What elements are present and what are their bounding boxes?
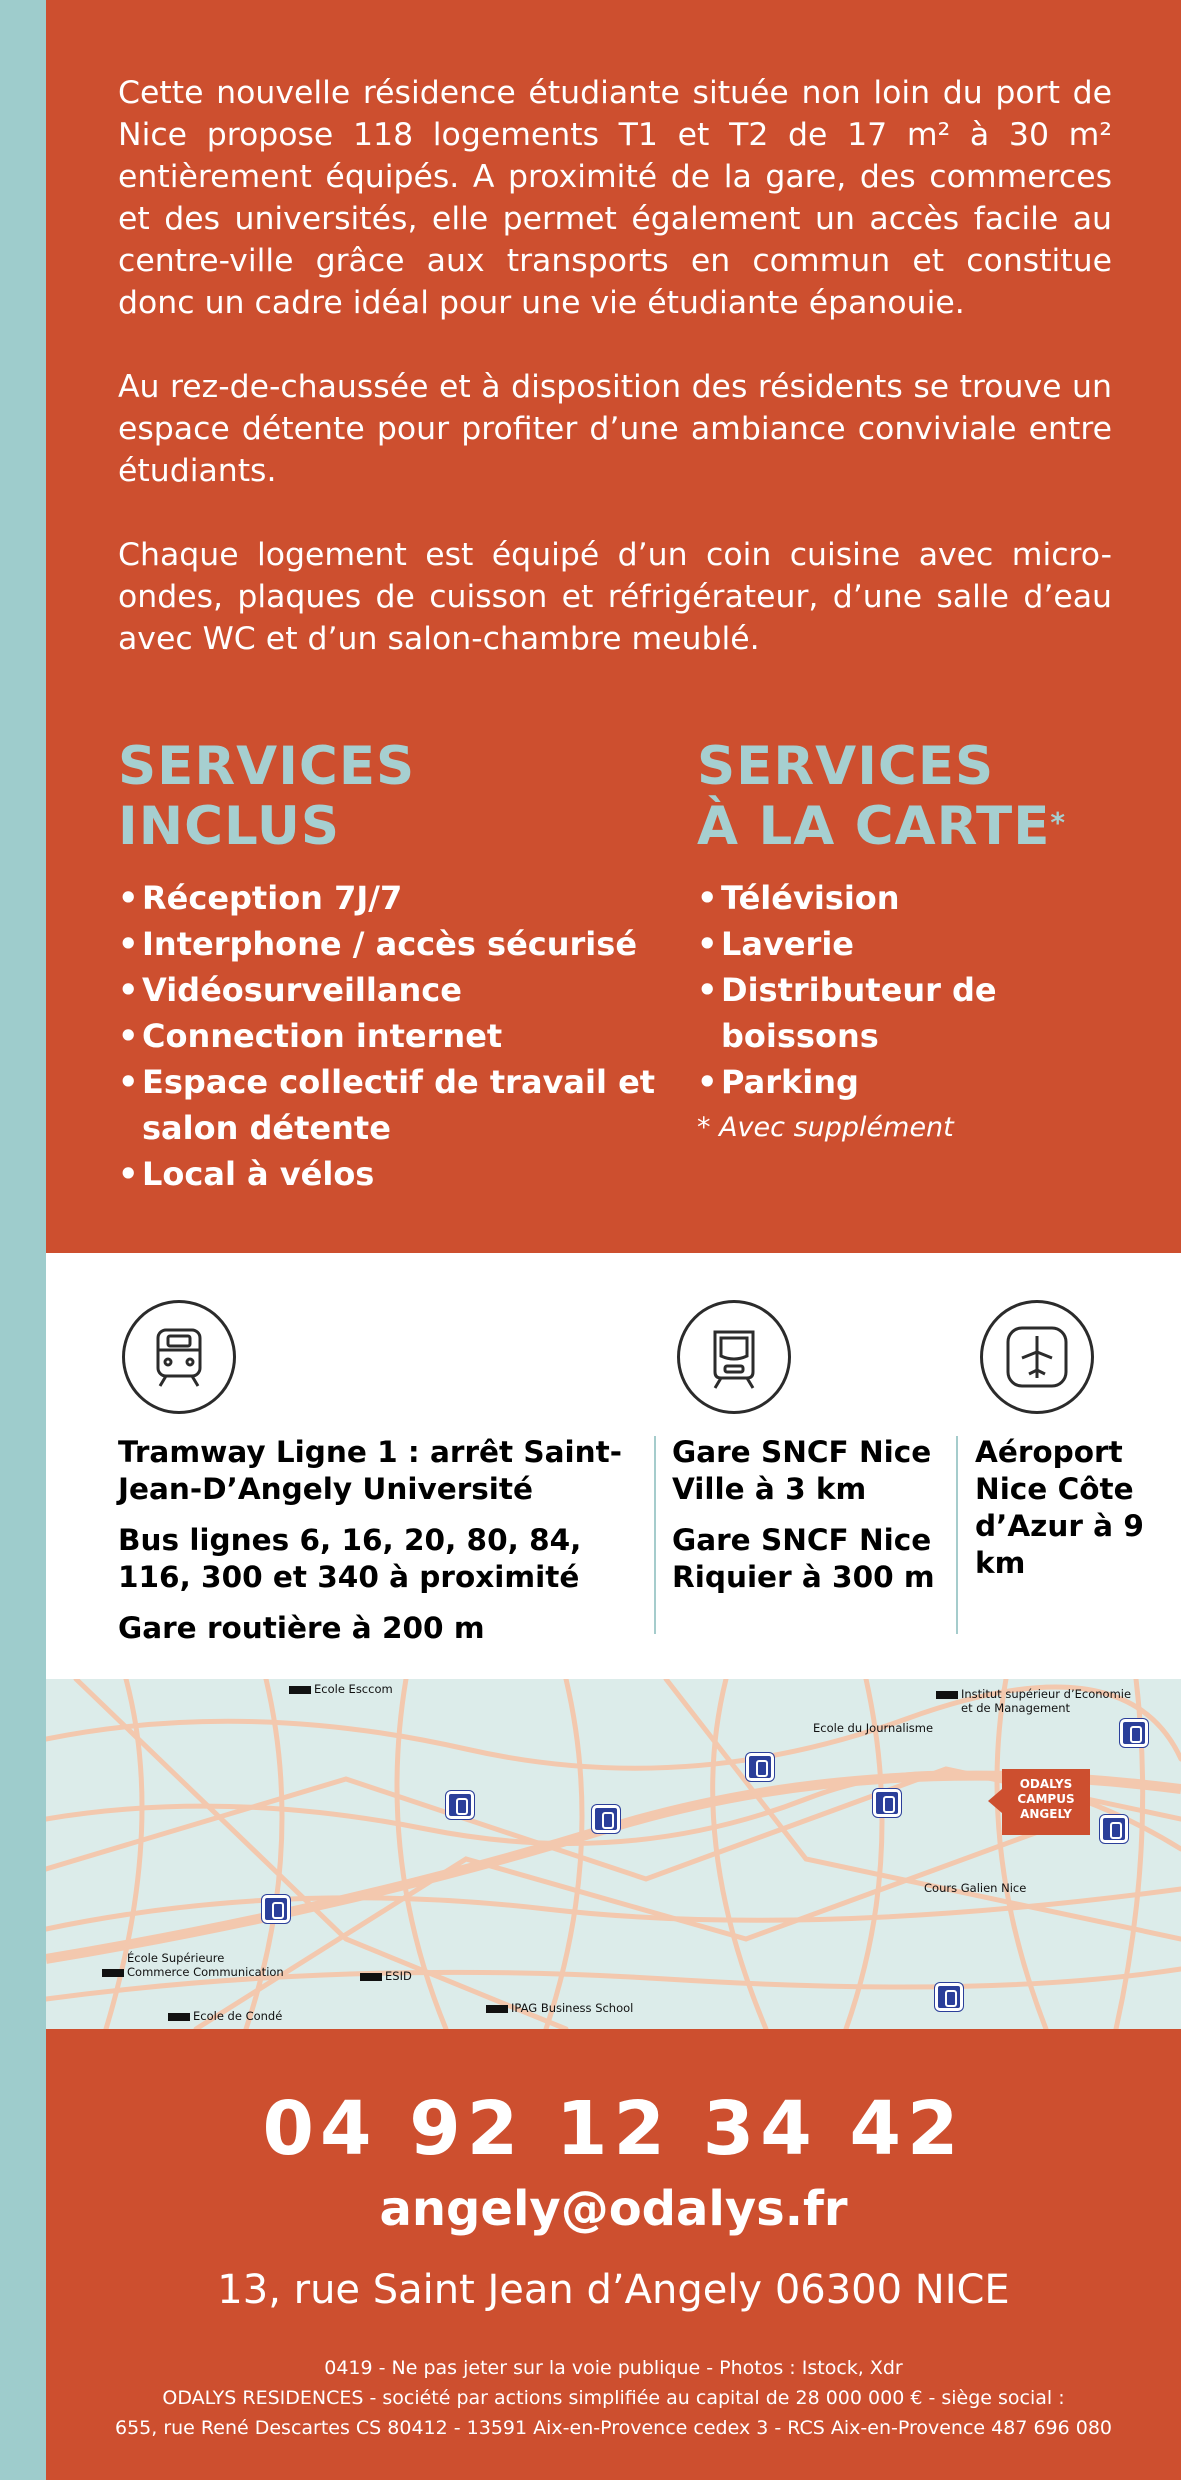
legal-line-2: ODALYS RESIDENCES - société par actions simplifiée au capital de 28 000 000 € - siège social : — [162, 2387, 1065, 2409]
label-text: ESID — [385, 1969, 412, 1983]
graduation-cap-icon — [936, 1691, 958, 1699]
tram-front-icon — [144, 1322, 214, 1392]
tram-stop-marker — [592, 1805, 620, 1833]
airport-info — [975, 1434, 1160, 1596]
tram-icon — [122, 1300, 236, 1414]
services-carte-title — [697, 737, 1157, 857]
list-item: • Vidéosurveillance — [118, 967, 678, 1013]
tram-stop-marker — [446, 1791, 474, 1819]
graduation-cap-icon — [486, 2005, 508, 2013]
divider — [654, 1436, 656, 1634]
title-line-2: INCLUS — [118, 796, 341, 857]
train-info — [672, 1434, 942, 1610]
label-text: Commerce Communication — [127, 1965, 284, 1979]
contact-panel — [46, 2029, 1181, 2480]
tram-stop-marker — [262, 1895, 290, 1923]
services-inclus-list — [118, 875, 678, 1197]
list-item: • Laverie — [697, 921, 1157, 967]
tram-stop-marker — [1100, 1815, 1128, 1843]
gare-nice-riquier: Gare SNCF Nice Riquier à 300 m — [672, 1523, 935, 1594]
phone-number[interactable]: 04 92 12 34 42 — [262, 2086, 965, 2172]
tram-stop-marker — [746, 1753, 774, 1781]
tram-info — [118, 1434, 638, 1661]
train-front-icon — [699, 1322, 769, 1392]
map-label-esid — [360, 1969, 412, 1983]
list-item: • Interphone / accès sécurisé — [118, 921, 678, 967]
services-carte-list — [697, 875, 1157, 1105]
list-item: • Espace collectif de travail et salon détente — [118, 1059, 678, 1151]
title-line-1: SERVICES — [118, 736, 416, 797]
supplement-note: * Avec supplément — [697, 1112, 954, 1143]
label-text: Ecole du Journalisme — [813, 1721, 934, 1735]
asterisk: * — [1050, 806, 1067, 839]
services-a-la-carte — [697, 737, 1157, 1151]
legal-line-1: 0419 - Ne pas jeter sur la voie publique - Photos : Istock, Xdr — [324, 2357, 903, 2379]
tram-line: Tramway Ligne 1 : arrêt Saint-Jean-D’Angely Université — [118, 1435, 622, 1506]
airport-distance: Aéroport Nice Côte d’Azur à 9 km — [975, 1435, 1144, 1580]
postal-address: 13, rue Saint Jean d’Angely 06300 NICE — [217, 2267, 1010, 2313]
description-panel — [46, 0, 1181, 1253]
label-text: IPAG Business School — [511, 2001, 634, 2015]
label-text: et de Management — [961, 1701, 1071, 1715]
graduation-cap-icon — [102, 1969, 124, 1977]
graduation-cap-icon — [168, 2013, 190, 2021]
services-inclus-title — [118, 737, 678, 857]
legal-notice — [46, 2353, 1181, 2443]
list-item: • Local à vélos — [118, 1151, 678, 1197]
map-label-esccom — [289, 1682, 393, 1696]
list-item: • Connection internet — [118, 1013, 678, 1059]
map-label-ipag — [486, 2001, 633, 2015]
list-item: • Réception 7J/7 — [118, 875, 678, 921]
list-item: • Distributeur de boissons — [697, 967, 1157, 1059]
intro-paragraph-3: Chaque logement est équipé d’un coin cuisine avec micro-ondes, plaques de cuisson et réfrigérateur, d’une salle d’eau avec WC et d’un salon-chambre meublé. — [118, 537, 1112, 657]
tram-stop-marker — [935, 1983, 963, 2011]
services-inclus — [118, 737, 678, 1197]
divider — [956, 1436, 958, 1634]
label-text: Institut supérieur d’Economie — [961, 1687, 1132, 1701]
map-label-cours-galien — [924, 1881, 1026, 1895]
graduation-cap-icon — [360, 1973, 382, 1981]
odalys-label-1: ODALYS — [1019, 1777, 1073, 1791]
area-map — [46, 1679, 1181, 2029]
map-label-ecole-superieure — [102, 1951, 284, 1979]
tram-stop-marker — [1120, 1719, 1148, 1747]
label-text: École Supérieure — [127, 1951, 225, 1965]
list-item: • Parking — [697, 1059, 1157, 1105]
map-label-journalisme — [813, 1721, 933, 1735]
list-item: • Télévision — [697, 875, 1157, 921]
email-address[interactable]: angely@odalys.fr — [379, 2181, 848, 2237]
airplane-icon — [1002, 1322, 1072, 1392]
odalys-label-2: CAMPUS — [1017, 1792, 1075, 1806]
intro-text — [118, 72, 1112, 702]
title-line-1: SERVICES — [697, 736, 995, 797]
title-line-2: À LA CARTE — [697, 796, 1051, 857]
legal-line-3: 655, rue René Descartes CS 80412 - 13591 Aix-en-Provence cedex 3 - RCS Aix-en-Provence 487 696 080 — [114, 2417, 1113, 2439]
intro-paragraph-2: Au rez-de-chaussée et à disposition des résidents se trouve un espace détente pour profiter d’une ambiance conviviale entre étudiants. — [118, 369, 1112, 489]
graduation-cap-icon — [289, 1686, 311, 1694]
odalys-label-3: ANGELY — [1020, 1807, 1072, 1821]
label-text: Cours Galien Nice — [924, 1881, 1027, 1895]
label-text: Ecole de Condé — [193, 2009, 283, 2023]
gare-nice-ville: Gare SNCF Nice Ville à 3 km — [672, 1435, 932, 1506]
tram-stop-marker — [873, 1789, 901, 1817]
train-icon — [677, 1300, 791, 1414]
odalys-campus-marker — [1002, 1769, 1090, 1835]
bus-lines: Bus lignes 6, 16, 20, 80, 84, 116, 300 et 340 à proximité — [118, 1523, 582, 1594]
label-text: Ecole Esccom — [314, 1682, 393, 1696]
map-label-isem — [936, 1687, 1131, 1715]
bus-station: Gare routière à 200 m — [118, 1611, 485, 1645]
map-label-conde — [168, 2009, 282, 2023]
airport-icon — [980, 1300, 1094, 1414]
intro-paragraph-1: Cette nouvelle résidence étudiante située non loin du port de Nice propose 118 logements T1 et T2 de 17 m² à 30 m² entièrement équipés. A proximité de la gare, des commerces et des universités, elle permet également un accès facile au centre-ville grâce aux transports en commun et constitue donc un cadre idéal pour une vie étudiante épanouie. — [118, 75, 1112, 321]
left-accent-strip — [0, 0, 46, 2480]
